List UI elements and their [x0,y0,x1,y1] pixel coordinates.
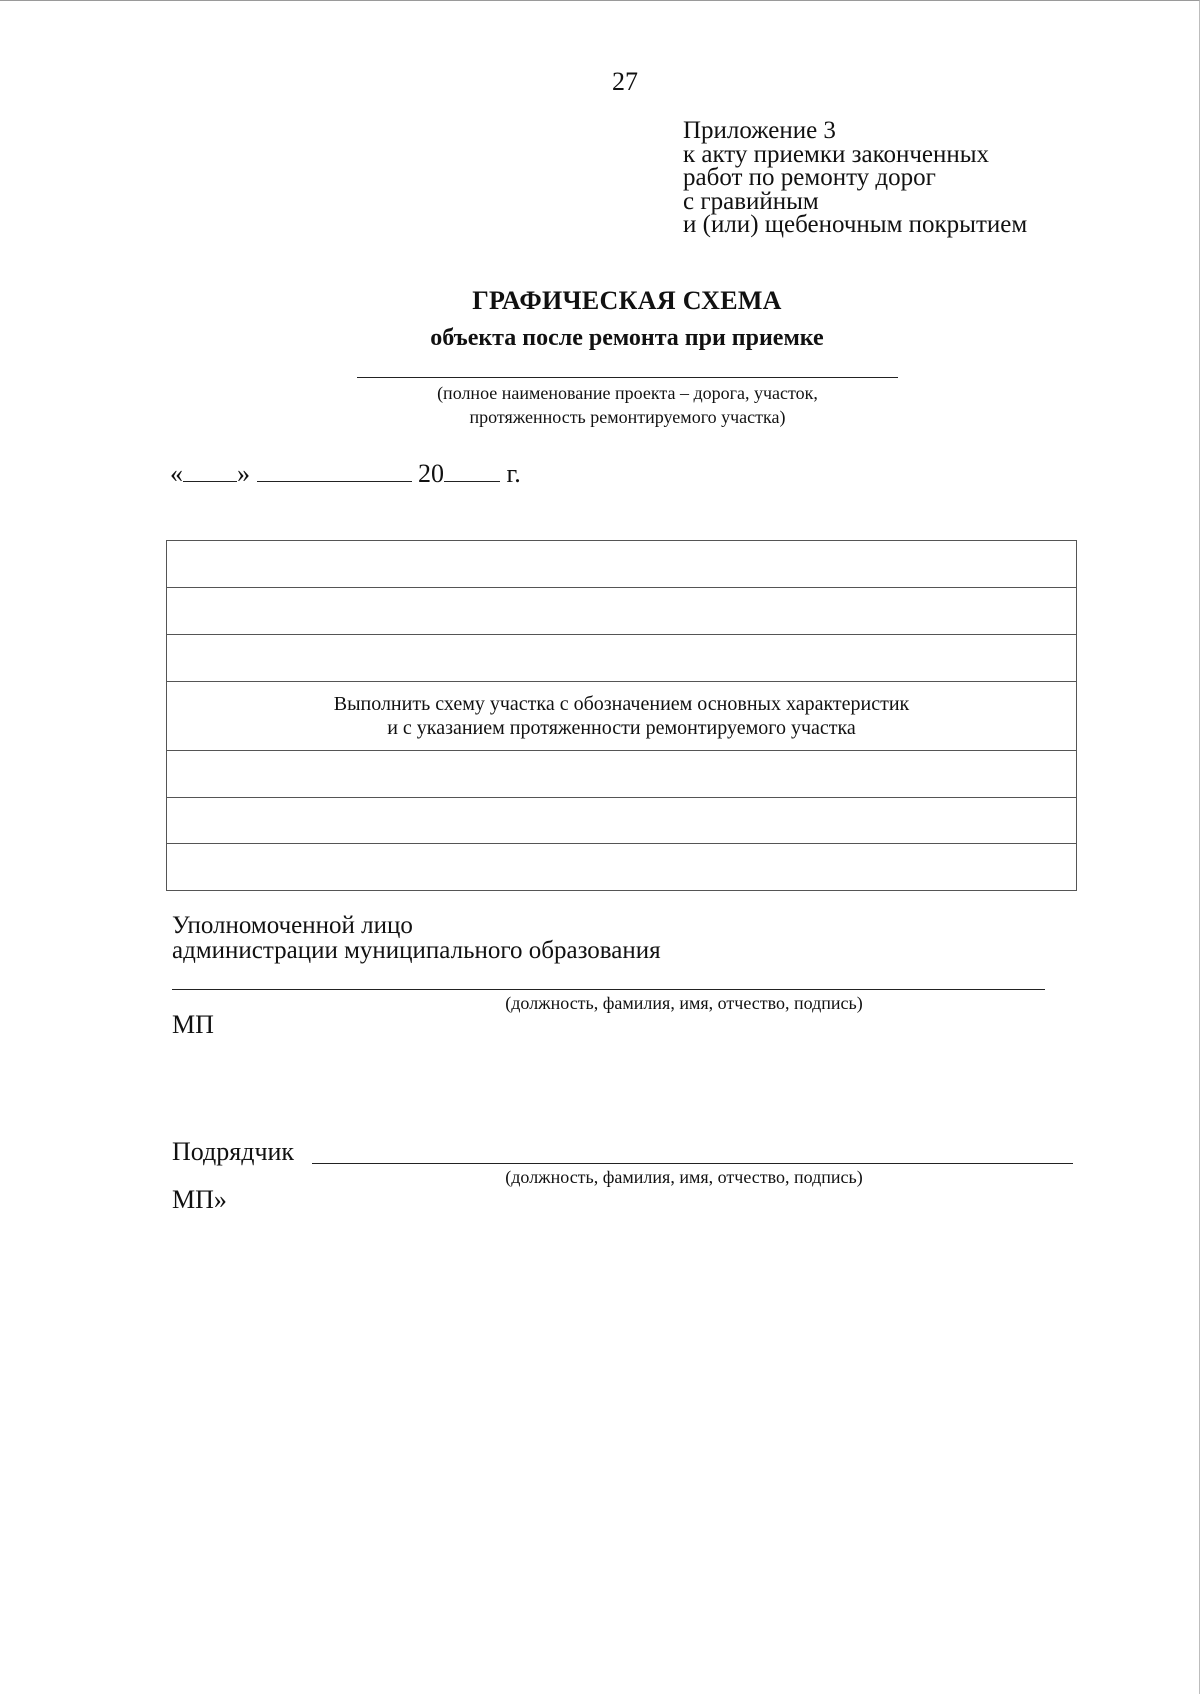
day-blank [183,459,237,482]
appendix-line: Приложение 3 [683,117,836,144]
project-caption-line: протяженность ремонтируемого участка) [469,407,786,427]
contractor-stamp-label: МП» [172,1185,227,1214]
month-blank [257,459,412,482]
table-cell [167,635,1077,682]
authorized-person-line: администрации муниципального образования [172,937,661,964]
instruction-line: Выполнить схему участка с обозначением основных характеристик [333,693,910,715]
open-quote: « [170,459,183,488]
project-name-line [357,377,898,378]
table-row [167,751,1077,798]
table-cell [167,588,1077,635]
appendix-line: к акту приемки законченных [683,140,990,168]
authorized-person-block [172,913,661,963]
document-title: ГРАФИЧЕСКАЯ СХЕМА [472,286,782,315]
appendix-reference [683,119,1027,237]
page-number: 27 [612,67,638,96]
appendix-line: работ по ремонту дорог [683,164,936,191]
table-cell [167,541,1077,588]
authorized-person-line: Уполномоченной лицо [172,912,413,939]
authorized-signature-line [172,989,1045,990]
project-caption-line: (полное наименование проекта – дорога, участок, [437,383,818,403]
scheme-table [166,540,1077,891]
project-name-caption [357,381,898,429]
table-cell [167,798,1077,844]
instruction-line: и с указанием протяженности ремонтируемого участка [387,717,856,739]
close-quote: » [237,459,250,488]
contractor-label: Подрядчик [172,1137,295,1166]
year-suffix: г. [506,459,521,488]
appendix-line: и (или) щебеночным покрытием [683,211,1028,238]
year-blank [444,459,500,482]
table-row [167,798,1077,844]
instruction-cell [167,682,1077,751]
appendix-line: с гравийным [683,187,819,215]
table-row [167,635,1077,682]
table-row [167,541,1077,588]
table-row [167,844,1077,891]
table-cell [167,844,1077,891]
table-cell [167,751,1077,798]
authorized-stamp-label: МП [172,1010,214,1039]
contractor-signature-line [312,1163,1073,1164]
table-row [167,588,1077,635]
contractor-signature-caption: (должность, фамилия, имя, отчество, подпись) [505,1167,863,1187]
document-subtitle: объекта после ремонта при приемке [430,325,824,351]
authorized-signature-caption: (должность, фамилия, имя, отчество, подпись) [505,993,863,1013]
year-prefix: 20 [418,459,444,488]
table-row [167,682,1077,751]
date-line [170,459,521,489]
